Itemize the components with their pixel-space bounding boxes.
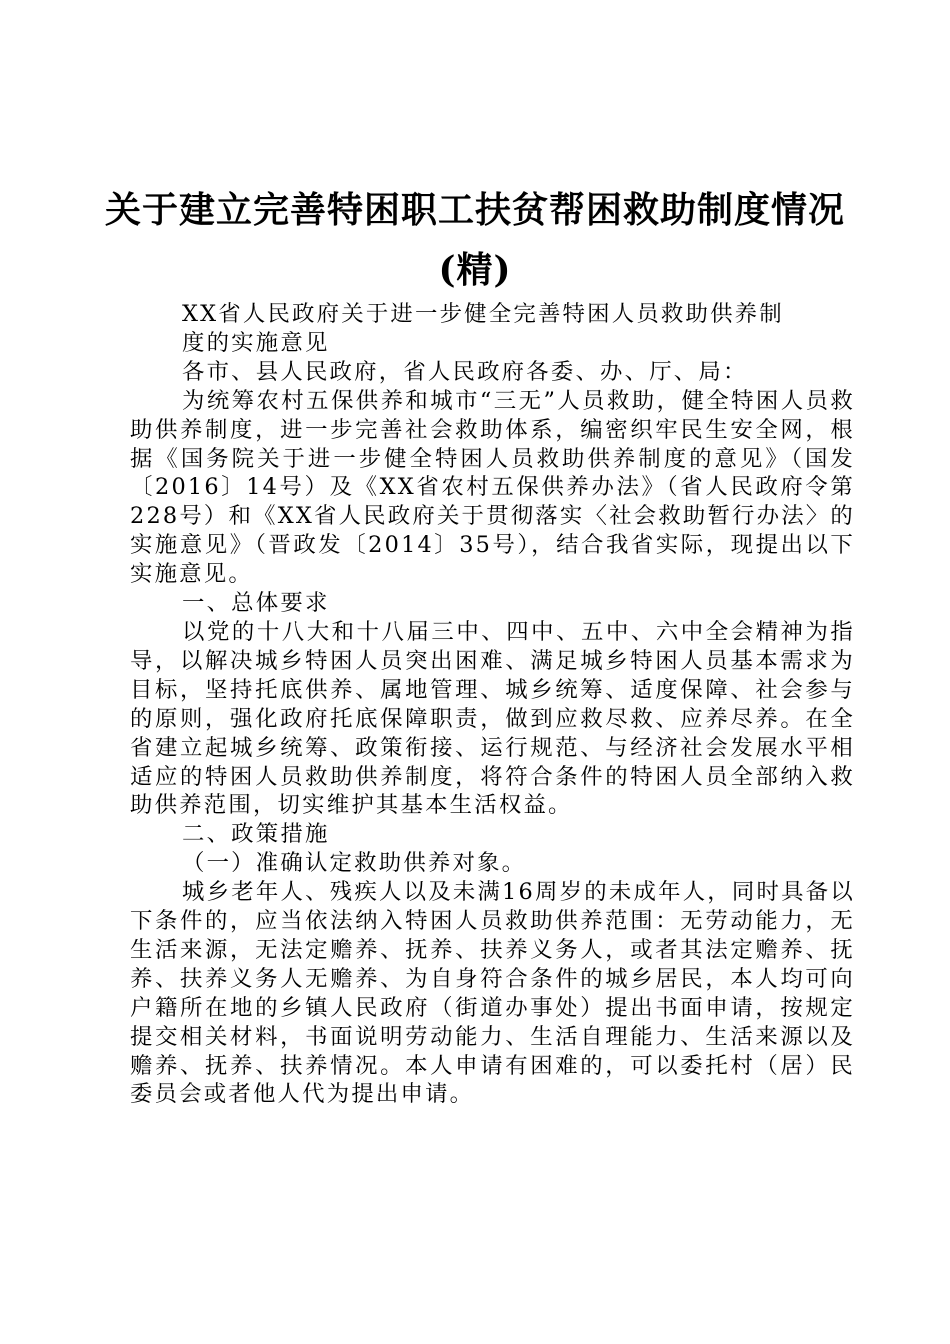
subtitle-line2: 度的实施意见: [182, 329, 330, 356]
addressee: 各市、县人民政府，省人民政府各委、办、厅、局：: [182, 358, 748, 385]
subtitle-line1: XX省人民政府关于进一步健全完善特困人员救助供养制: [182, 301, 784, 327]
section-heading-2: 二、政策措施: [182, 821, 330, 848]
paragraph-general-requirements: 以党的十八大和十八届三中、四中、五中、六中全会精神为指导，以解决城乡特困人员突出困难、满足城乡特困人员基本需求为目标，坚持托底供养、属地管理、城乡统筹、适度保障、社会参与的原则，强化政府托底保障职责，做到应救尽救、应养尽养。在全省建立起城乡统筹、政策衔接、运行规范、与经济社会发展水平相适应的特困人员救助供养制度，将符合条件的特困人员全部纳入救助供养范围，切实维护其基本生活权益。: [130, 618, 855, 819]
paragraph-intro: 为统筹农村五保供养和城市“三无”人员救助，健全特困人员救助供养制度，进一步完善社会救助体系，编密织牢民生安全网，根据《国务院关于进一步健全特困人员救助供养制度的意见》（国发〔2016〕14号）及《XX省农村五保供养办法》（省人民政府令第228号）和《XX省人民政府关于贯彻落实〈社会救助暂行办法〉的实施意见》（晋政发〔2014〕35号），结合我省实际，现提出以下实施意见。: [130, 387, 855, 588]
document-title-line1: 关于建立完善特困职工扶贫帮困救助制度情况: [104, 189, 845, 231]
paragraph-eligibility: 城乡老年人、残疾人以及未满16周岁的未成年人，同时具备以下条件的，应当依法纳入特困人员救助供养范围：无劳动能力，无生活来源，无法定赡养、抚养、扶养义务人，或者其法定赡养、抚养、扶养义务人无赡养、为自身符合条件的城乡居民，本人均可向户籍所在地的乡镇人民政府（街道办事处）提出书面申请，按规定提交相关材料，书面说明劳动能力、生活自理能力、生活来源以及赡养、抚养、扶养情况。本人申请有困难的，可以委托村（居）民委员会或者他人代为提出申请。: [130, 879, 855, 1108]
subsection-heading-1: （一）准确认定救助供养对象。: [182, 850, 527, 877]
section-heading-1: 一、总体要求: [182, 590, 330, 617]
document-title-line2: (精): [438, 249, 512, 291]
document-body: [130, 300, 855, 1109]
